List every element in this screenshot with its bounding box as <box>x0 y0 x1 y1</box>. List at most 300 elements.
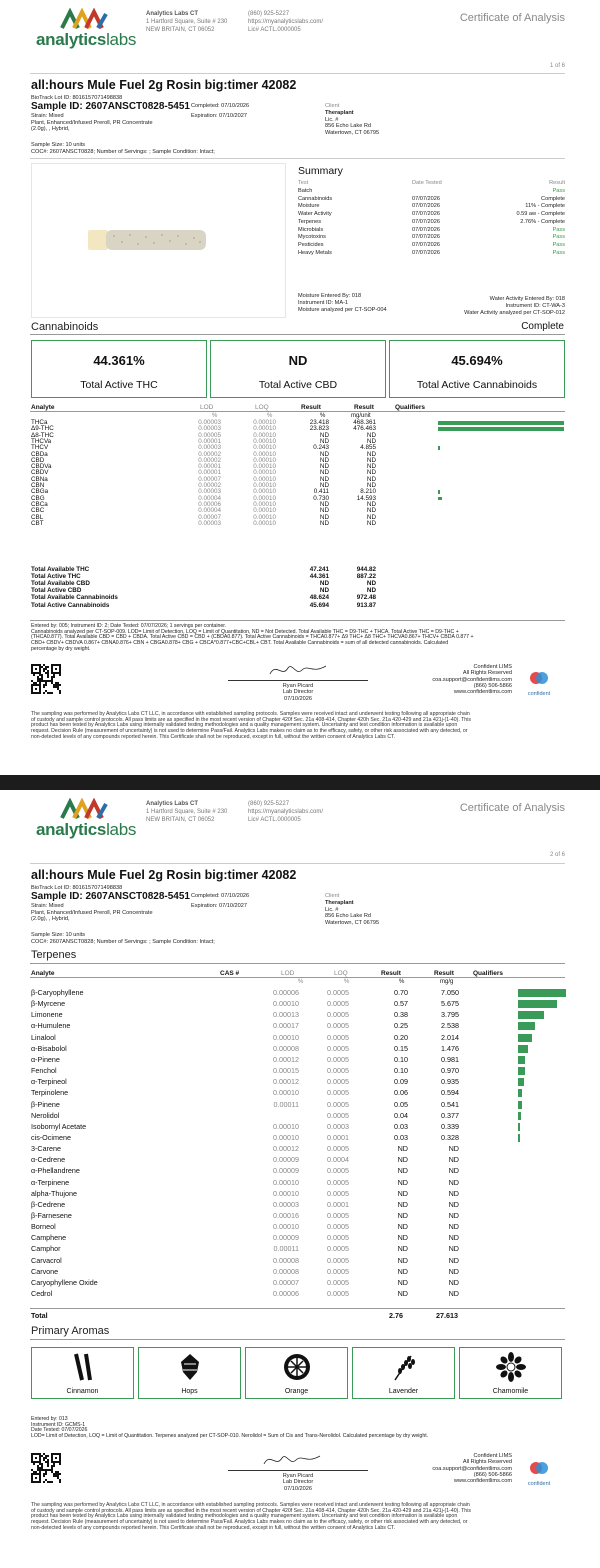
lims-info: Confident LIMS All Rights Reserved coa.support@confidentlims.com (866) 506-5866 www.confidentlims.com <box>432 1453 512 1485</box>
result-pct: ND <box>397 1199 408 1209</box>
total-label: Total Available CBD <box>31 580 90 588</box>
total-label: Total Active THC <box>31 573 81 581</box>
lab-contact: (860) 925-5227 https://myanalyticslabs.com/ Lic# ACTL.0000005 <box>248 11 324 33</box>
lod-value: 0.00006 <box>198 500 221 508</box>
loq-value: 0.00010 <box>253 444 276 452</box>
result-pct: ND <box>397 1289 408 1299</box>
product-type-2: (2.0g), , Hybrid, <box>31 916 70 922</box>
result-mg: 3.795 <box>441 1010 459 1020</box>
loq-value: 0.0005 <box>327 1099 349 1109</box>
result-pct: ND <box>319 500 329 508</box>
analyte-name: Carvone <box>31 1266 59 1276</box>
divider <box>30 73 565 74</box>
result-pct: 0.38 <box>394 1010 408 1020</box>
qualifier-bar <box>518 1056 525 1064</box>
loq-value: 0.0005 <box>327 1021 349 1031</box>
client-name: Theraplant <box>325 900 354 906</box>
lod-value: 0.00008 <box>273 1043 299 1053</box>
lod-value: 0.00007 <box>198 475 221 483</box>
summary-date: 07/07/2026 <box>412 241 440 248</box>
table-row <box>31 1210 566 1221</box>
client-label: Client <box>325 103 340 109</box>
col-loq: LOQ <box>255 404 269 411</box>
lod-value: 0.00009 <box>273 1166 299 1176</box>
qualifier-bar <box>518 1045 528 1053</box>
result-pct: ND <box>319 431 329 439</box>
table-row <box>31 1188 566 1199</box>
analyte-name: alpha-Thujone <box>31 1188 77 1198</box>
loq-value: 0.0005 <box>327 1066 349 1076</box>
result-mg: 468.361 <box>353 419 376 426</box>
loq-value: 0.0005 <box>327 1188 349 1198</box>
strain: Strain: Mixed <box>31 903 64 909</box>
table-row <box>31 489 566 495</box>
loq-value: 0.00010 <box>253 463 276 471</box>
totals-row <box>31 574 566 580</box>
analyte-name: Fenchol <box>31 1066 57 1076</box>
total-pct: ND <box>319 580 329 588</box>
unit-lod: % <box>298 979 304 985</box>
page-separator <box>0 775 600 790</box>
table-row <box>31 1099 566 1110</box>
lims-info: Confident LIMS All Rights Reserved coa.support@confidentlims.com (866) 506-5866 www.confidentlims.com <box>432 664 512 696</box>
analyte-name: CBDa <box>31 450 48 458</box>
terpenes-total-pct: 2.76 <box>389 1311 403 1320</box>
qr-code[interactable] <box>31 1453 61 1483</box>
result-pct: ND <box>397 1144 408 1154</box>
biotrack-id: BioTrack Lot ID: 8016157071498838 <box>31 95 123 101</box>
analyte-name: β-Pinene <box>31 1099 60 1109</box>
loq-value: 0.00010 <box>253 519 276 527</box>
lod-value: 0.00010 <box>273 1132 299 1142</box>
page-number: 2 of 6 <box>549 852 565 858</box>
result-mg: 0.377 <box>441 1110 459 1120</box>
completed-date: Completed: 07/10/2026 <box>191 103 250 109</box>
result-mg: ND <box>448 1244 459 1254</box>
aroma-label: Orange <box>284 1388 309 1395</box>
confident-logo-icon <box>524 670 554 686</box>
sample-id: Sample ID: 2607ANSCT0828-5451 <box>31 101 190 112</box>
result-mg: 0.970 <box>441 1066 459 1076</box>
result-pct: ND <box>397 1222 408 1232</box>
result-pct: 0.411 <box>313 488 329 496</box>
expiration-date: Expiration: 07/10/2027 <box>191 113 247 119</box>
analyte-name: CBT <box>31 519 44 527</box>
result-mg: ND <box>366 482 376 489</box>
lab-address: Analytics Labs CT 1 Hartford Square, Suite # 230 NEW BRITAIN, CT 06052 <box>146 801 228 823</box>
result-mg: 0.594 <box>441 1088 459 1098</box>
summary-test: Microbials <box>298 226 324 233</box>
result-mg: ND <box>448 1277 459 1287</box>
result-pct: 0.25 <box>394 1021 408 1031</box>
signature-line <box>228 1470 368 1471</box>
total-mg: ND <box>366 580 376 588</box>
result-pct: 0.243 <box>313 444 329 452</box>
total-active-cbd-value: ND <box>288 353 308 368</box>
result-pct: 0.04 <box>394 1110 408 1120</box>
strain: Strain: Mixed <box>31 113 64 119</box>
unit-loq: % <box>267 413 273 419</box>
divider <box>30 158 565 159</box>
lod-value: 0.00003 <box>198 519 221 527</box>
lod-value: 0.00006 <box>273 1289 299 1299</box>
qualifier-bar <box>438 446 440 450</box>
col-lod: LOD <box>281 970 295 977</box>
lod-value: 0.00010 <box>273 1222 299 1232</box>
summary-result: Pass <box>552 241 565 248</box>
total-active-cannabinoids-box <box>389 340 565 398</box>
result-pct: ND <box>319 475 329 483</box>
completed-date: Completed: 07/10/2026 <box>191 893 250 899</box>
analyte-name: β-Farnesene <box>31 1211 72 1220</box>
summary-test: Water Activity <box>298 211 332 218</box>
result-pct: 0.05 <box>394 1099 408 1109</box>
result-mg: ND <box>366 475 376 483</box>
col-loq: LOQ <box>334 970 348 977</box>
lod-value: 0.00004 <box>198 507 221 515</box>
result-mg: 1.476 <box>441 1043 459 1053</box>
total-active-thc-box <box>31 340 207 398</box>
client-address-1: 856 Echo Lake Rd <box>325 123 372 129</box>
qualifier-bar <box>518 1000 557 1008</box>
result-pct: 0.10 <box>394 1054 408 1064</box>
table-row <box>31 1121 566 1132</box>
doc-title: Certificate of Analysis <box>459 802 565 814</box>
analyte-name: CBDVa <box>31 463 52 471</box>
table-row <box>31 1143 566 1154</box>
loq-value: 0.0005 <box>327 1010 349 1020</box>
lod-value: 0.00007 <box>273 1277 299 1287</box>
loq-value: 0.0003 <box>327 1121 349 1131</box>
lod-value: 0.00012 <box>273 1054 299 1064</box>
lod-value: 0.00011 <box>273 1244 299 1254</box>
aroma-lavender <box>352 1347 455 1399</box>
qualifier-bar <box>438 427 564 431</box>
lod-value: 0.00001 <box>198 437 221 445</box>
table-row <box>31 521 566 527</box>
analyte-name: Camphene <box>31 1233 67 1243</box>
summary-date: 07/07/2026 <box>412 195 440 202</box>
signature-image <box>262 1450 322 1470</box>
table-row <box>31 1065 566 1076</box>
analyte-name: Caryophyllene Oxide <box>31 1277 98 1287</box>
loq-value: 0.0005 <box>327 1144 349 1154</box>
aroma-chamomile <box>459 1347 562 1399</box>
loq-value: 0.0005 <box>327 1255 349 1265</box>
client-lic: Lic. # <box>325 116 339 123</box>
divider <box>30 977 565 978</box>
loq-value: 0.0005 <box>327 1222 349 1232</box>
total-pct: 47.241 <box>309 566 329 573</box>
result-mg: ND <box>366 469 376 477</box>
confident-logo-icon <box>524 1460 554 1476</box>
lod-value: 0.00010 <box>273 999 299 1009</box>
totals-row <box>31 581 566 587</box>
client-address-2: Watertown, CT 06795 <box>325 129 380 136</box>
loq-value: 0.0005 <box>327 1088 349 1098</box>
loq-value: 0.0005 <box>327 1244 349 1254</box>
result-pct: ND <box>397 1155 408 1165</box>
summary-date: 07/07/2026 <box>412 203 440 210</box>
unit-result-2: mg/unit <box>351 413 371 419</box>
analyte-name: Terpinolene <box>31 1088 69 1098</box>
aroma-label: Hops <box>181 1388 198 1395</box>
lod-value: 0.00013 <box>273 1010 299 1020</box>
lod-value: 0.00016 <box>273 1211 299 1220</box>
disclaimer: The sampling was performed by Analytics Labs CT LLC, in accordance with established sampling protocols. Samples were received intact and underwent testing following all appropriate chain of custody and sample control protocols. All pass limits are as specified in the most recent version of Chapter 420f Sec. 21a 408-414, Chapter 420h Sec. 21a 420-429 and 21a 421j-(1-40). This product has been tested by Analytics Labs using internally validated testing methodologies and a quality management system. Uncertainty and test condition information is available upon request. Decision Rule (measurement of uncertainty) is not used to determine Pass/Fail. Analytics Labs makes no claim as to the efficacy, safety, or other risk associated with any detected, or non-detected levels of any compounds reported herein. This Certificate shall not be reproduced, except in full, without the written consent of Analytics Labs CT. <box>31 1502 471 1531</box>
result-mg: ND <box>366 437 376 445</box>
lod-value: 0.00003 <box>273 1199 299 1209</box>
summary-test: Cannabinoids <box>298 195 333 202</box>
loq-value: 0.00010 <box>253 500 276 508</box>
analyte-name: Carvacrol <box>31 1255 62 1265</box>
col-qualifiers: Qualifiers <box>395 404 425 411</box>
result-mg: ND <box>448 1255 459 1265</box>
table-row <box>31 1199 566 1210</box>
totals-row <box>31 603 566 609</box>
divider <box>30 334 565 335</box>
analyte-name: Isobornyl Acetate <box>31 1121 87 1131</box>
table-row <box>31 1221 566 1232</box>
loq-value: 0.0001 <box>327 1132 349 1142</box>
client-name: Theraplant <box>325 110 354 116</box>
analyte-name: THCVa <box>31 437 52 445</box>
lod-value: 0.00001 <box>198 463 221 471</box>
summary-result: Pass <box>552 188 565 194</box>
total-pct: ND <box>319 587 329 595</box>
divider <box>30 411 565 412</box>
result-pct: ND <box>397 1277 408 1287</box>
result-pct: ND <box>319 469 329 477</box>
loq-value: 0.00010 <box>253 437 276 445</box>
summary-date: 07/07/2026 <box>412 211 440 218</box>
client-label: Client <box>325 893 340 899</box>
terpenes-total-label: Total <box>31 1311 48 1320</box>
chamomile-icon <box>496 1352 526 1382</box>
result-mg: ND <box>366 519 376 527</box>
col-result-mg: Result <box>354 404 374 411</box>
loq-value: 0.0005 <box>327 1110 349 1120</box>
result-mg: ND <box>366 500 376 508</box>
aroma-label: Cinnamon <box>66 1388 99 1395</box>
result-mg: 8.210 <box>360 488 376 496</box>
table-row <box>31 508 566 514</box>
lod-value: 0.00002 <box>198 456 221 464</box>
lod-value: 0.00003 <box>198 425 221 433</box>
summary-date: 07/07/2026 <box>412 226 440 233</box>
loq-value: 0.0005 <box>327 1077 349 1087</box>
product-photo <box>31 163 286 318</box>
total-mg: ND <box>366 587 376 595</box>
qr-code-icon <box>31 664 61 694</box>
table-row <box>31 483 566 489</box>
analyte-name: CBCa <box>31 500 48 508</box>
totals-row <box>31 567 566 573</box>
sample-size: Sample Size: 10 units <box>31 142 86 148</box>
analyte-name: THCV <box>31 444 49 452</box>
logo-wordmark: analyticslabs <box>36 820 137 839</box>
col-lod: LOD <box>200 404 214 411</box>
loq-value: 0.0001 <box>327 1199 349 1209</box>
cannabinoids-title: Cannabinoids <box>31 321 99 333</box>
totals-row <box>31 595 566 601</box>
total-mg: 887.22 <box>356 573 376 581</box>
result-mg: ND <box>448 1222 459 1232</box>
table-row <box>31 1110 566 1121</box>
coc-line: COC#: 2607ANSCT0828; Number of Servings: ; Sample Condition: Intact; <box>31 148 215 155</box>
result-pct: 0.70 <box>394 988 408 997</box>
table-row <box>31 1132 566 1143</box>
qr-code-icon <box>31 1453 61 1483</box>
table-row <box>31 439 566 445</box>
lod-value: 0.00010 <box>273 1121 299 1131</box>
qualifier-bar <box>518 1089 522 1097</box>
lod-value: 0.00001 <box>198 469 221 477</box>
divider <box>30 863 565 864</box>
col-qualifiers: Qualifiers <box>473 970 503 977</box>
client-address-2: Watertown, CT 06795 <box>325 919 380 926</box>
loq-value: 0.0005 <box>327 1054 349 1064</box>
col-cas: CAS # <box>220 970 240 977</box>
analyte-name: Cedrol <box>31 1289 53 1299</box>
result-mg: ND <box>448 1233 459 1243</box>
result-mg: ND <box>448 1177 459 1187</box>
result-pct: ND <box>319 450 329 458</box>
loq-value: 0.00010 <box>253 475 276 483</box>
terpenes-table <box>31 987 566 1302</box>
unit-result: % <box>320 413 326 419</box>
preroll-image <box>32 164 287 319</box>
loq-value: 0.00010 <box>253 482 276 489</box>
terpenes-notes: Entered by: 013 Instrument ID: GCMS-1 Date Tested: 07/07/2026 LOD= Limit of Detection, LOQ = Limit of Quantitation. Terpenes analyzed per CT-SOP-010. Nerolidol = Sum of Cis and Trans-Nerolidol. Calculated percentage by dry weight. <box>31 1416 429 1440</box>
lab-address: Analytics Labs CT 1 Hartford Square, Suite # 230 NEW BRITAIN, CT 06052 <box>146 11 228 33</box>
signer-block: Ryan Picard Lab Director 07/10/2026 <box>282 1473 314 1492</box>
cannabinoids-notes: Entered by: 005; Instrument ID: 2; Date Tested: 07/07/2026; 1 servings per container. Cannabinoids analyzed per CT-SOP-009. LOD= Limit of Detection, LOQ = Limit of Quantitation, ND = Not Detected. Total Available THC = D9-THC + THCA. Total Active THC = D9-THC + (THCA0.877). Total Available CBD = CBD + CBDA. Total Active CBD = CBD + (CBDA0.877). Total Active Cannabinoids = THCA0.877+ Δ9 THC+ Δ8 THC+ THCVA0.867+ THCV+ CBDA 0.877 + CBD+ CBDV+ CBDVA 0.867+ CBNA0.876+ CBN + CBGA0.878+ CBG + CBCA*0.877+CBC+CBL+ CBT. Total Available Cannabinoids = sum of all detected cannabinoids. Calculated percentage by dry weight. <box>31 623 474 652</box>
signer-block: Ryan Picard Lab Director 07/10/2026 <box>282 683 314 702</box>
loq-value: 0.0005 <box>327 1177 349 1187</box>
col-analyte: Analyte <box>31 404 55 411</box>
total-active-cannabinoids-value: 45.694% <box>451 353 503 368</box>
result-pct: ND <box>397 1188 408 1198</box>
summary-test: Terpenes <box>298 218 322 225</box>
loq-value: 0.00010 <box>253 494 276 502</box>
product-name: all:hours Mule Fuel 2g Rosin big:timer 42082 <box>31 868 297 882</box>
unit-result: % <box>399 979 405 985</box>
lod-value: 0.00015 <box>273 1066 299 1076</box>
table-row <box>31 464 566 470</box>
coa-page-1 <box>0 0 600 745</box>
total-active-cbd-label: Total Active CBD <box>258 379 338 391</box>
result-mg: 0.981 <box>441 1054 459 1064</box>
table-row <box>31 1177 566 1188</box>
loq-value: 0.0005 <box>327 1166 349 1176</box>
qr-code[interactable] <box>31 664 61 694</box>
result-mg: ND <box>448 1289 459 1299</box>
water-entered: Water Activity Entered By: 018 <box>489 296 565 302</box>
table-row <box>31 1154 566 1165</box>
total-active-cannabinoids-label: Total Active Cannabinoids <box>416 379 538 391</box>
summary-test: Batch <box>298 188 313 194</box>
total-mg: 972.48 <box>356 594 376 602</box>
coa-page-2 <box>0 790 600 1568</box>
table-row <box>31 458 566 464</box>
loq-value: 0.0005 <box>327 999 349 1009</box>
lod-value: 0.00004 <box>198 494 221 502</box>
summary-result: Pass <box>552 234 565 241</box>
result-pct: ND <box>397 1177 408 1187</box>
result-pct: ND <box>397 1255 408 1265</box>
result-mg: ND <box>448 1144 459 1154</box>
result-mg: 5.675 <box>441 999 459 1009</box>
result-mg: 0.339 <box>441 1121 459 1131</box>
summary-test: Mycotoxins <box>298 234 326 241</box>
biotrack-id: BioTrack Lot ID: 8016157071498838 <box>31 885 123 891</box>
lod-value: 0.00008 <box>273 1255 299 1265</box>
result-mg: ND <box>366 450 376 458</box>
summary-title: Summary <box>298 165 343 177</box>
summary-result: Complete <box>541 195 565 202</box>
signature-image <box>268 660 328 680</box>
result-pct: ND <box>397 1244 408 1254</box>
table-row <box>31 426 566 432</box>
analyte-name: Borneol <box>31 1222 56 1232</box>
analyte-name: CBDV <box>31 469 49 477</box>
aroma-hops <box>138 1347 241 1399</box>
result-pct: 0.03 <box>394 1132 408 1142</box>
table-row <box>31 1076 566 1087</box>
client-address-1: 856 Echo Lake Rd <box>325 913 372 919</box>
total-label: Total Available Cannabinoids <box>31 594 118 602</box>
product-type: Plant, Enhanced/Infused Preroll, PR Concentrate <box>31 909 153 916</box>
cannabinoids-table <box>31 420 566 530</box>
table-row <box>31 1288 566 1299</box>
lod-value: 0.00008 <box>273 1266 299 1276</box>
aroma-label: Chamomile <box>492 1388 529 1395</box>
unit-loq: % <box>344 979 350 985</box>
lod-value: 0.00003 <box>198 444 221 452</box>
col-result-mg: Result <box>434 970 454 977</box>
lod-value: 0.00010 <box>273 1188 299 1198</box>
analyte-name: 3-Carene <box>31 1144 61 1154</box>
result-mg: 0.541 <box>441 1099 459 1109</box>
summary-result: 2.76% - Complete <box>520 218 565 225</box>
sample-id: Sample ID: 2607ANSCT0828-5451 <box>31 891 190 902</box>
loq-value: 0.00010 <box>253 431 276 439</box>
result-pct: ND <box>319 519 329 527</box>
table-row <box>31 452 566 458</box>
lab-contact: (860) 925-5227 https://myanalyticslabs.com/ Lic# ACTL.0000005 <box>248 801 324 823</box>
lod-value: 0.00010 <box>273 1177 299 1187</box>
table-row <box>31 1255 566 1266</box>
summary-test: Heavy Metals <box>298 249 332 256</box>
result-mg: ND <box>366 431 376 439</box>
lod-value: 0.00003 <box>198 419 221 426</box>
cannabinoids-totals <box>31 567 566 612</box>
client-lic: Lic. # <box>325 906 339 913</box>
product-type: Plant, Enhanced/Infused Preroll, PR Concentrate <box>31 119 153 126</box>
loq-value: 0.0004 <box>327 1155 349 1165</box>
qualifier-bar <box>518 1011 544 1019</box>
qualifier-bar <box>438 497 442 501</box>
result-pct: ND <box>397 1166 408 1176</box>
water-instrument: Instrument ID: CT-WA-3 <box>505 303 565 309</box>
loq-value: 0.00010 <box>253 513 276 521</box>
col-analyte: Analyte <box>31 970 55 977</box>
analyte-name: β-Cedrene <box>31 1199 66 1209</box>
result-pct: 0.03 <box>394 1121 408 1131</box>
divider <box>30 620 565 621</box>
lod-value: 0.00012 <box>273 1144 299 1154</box>
